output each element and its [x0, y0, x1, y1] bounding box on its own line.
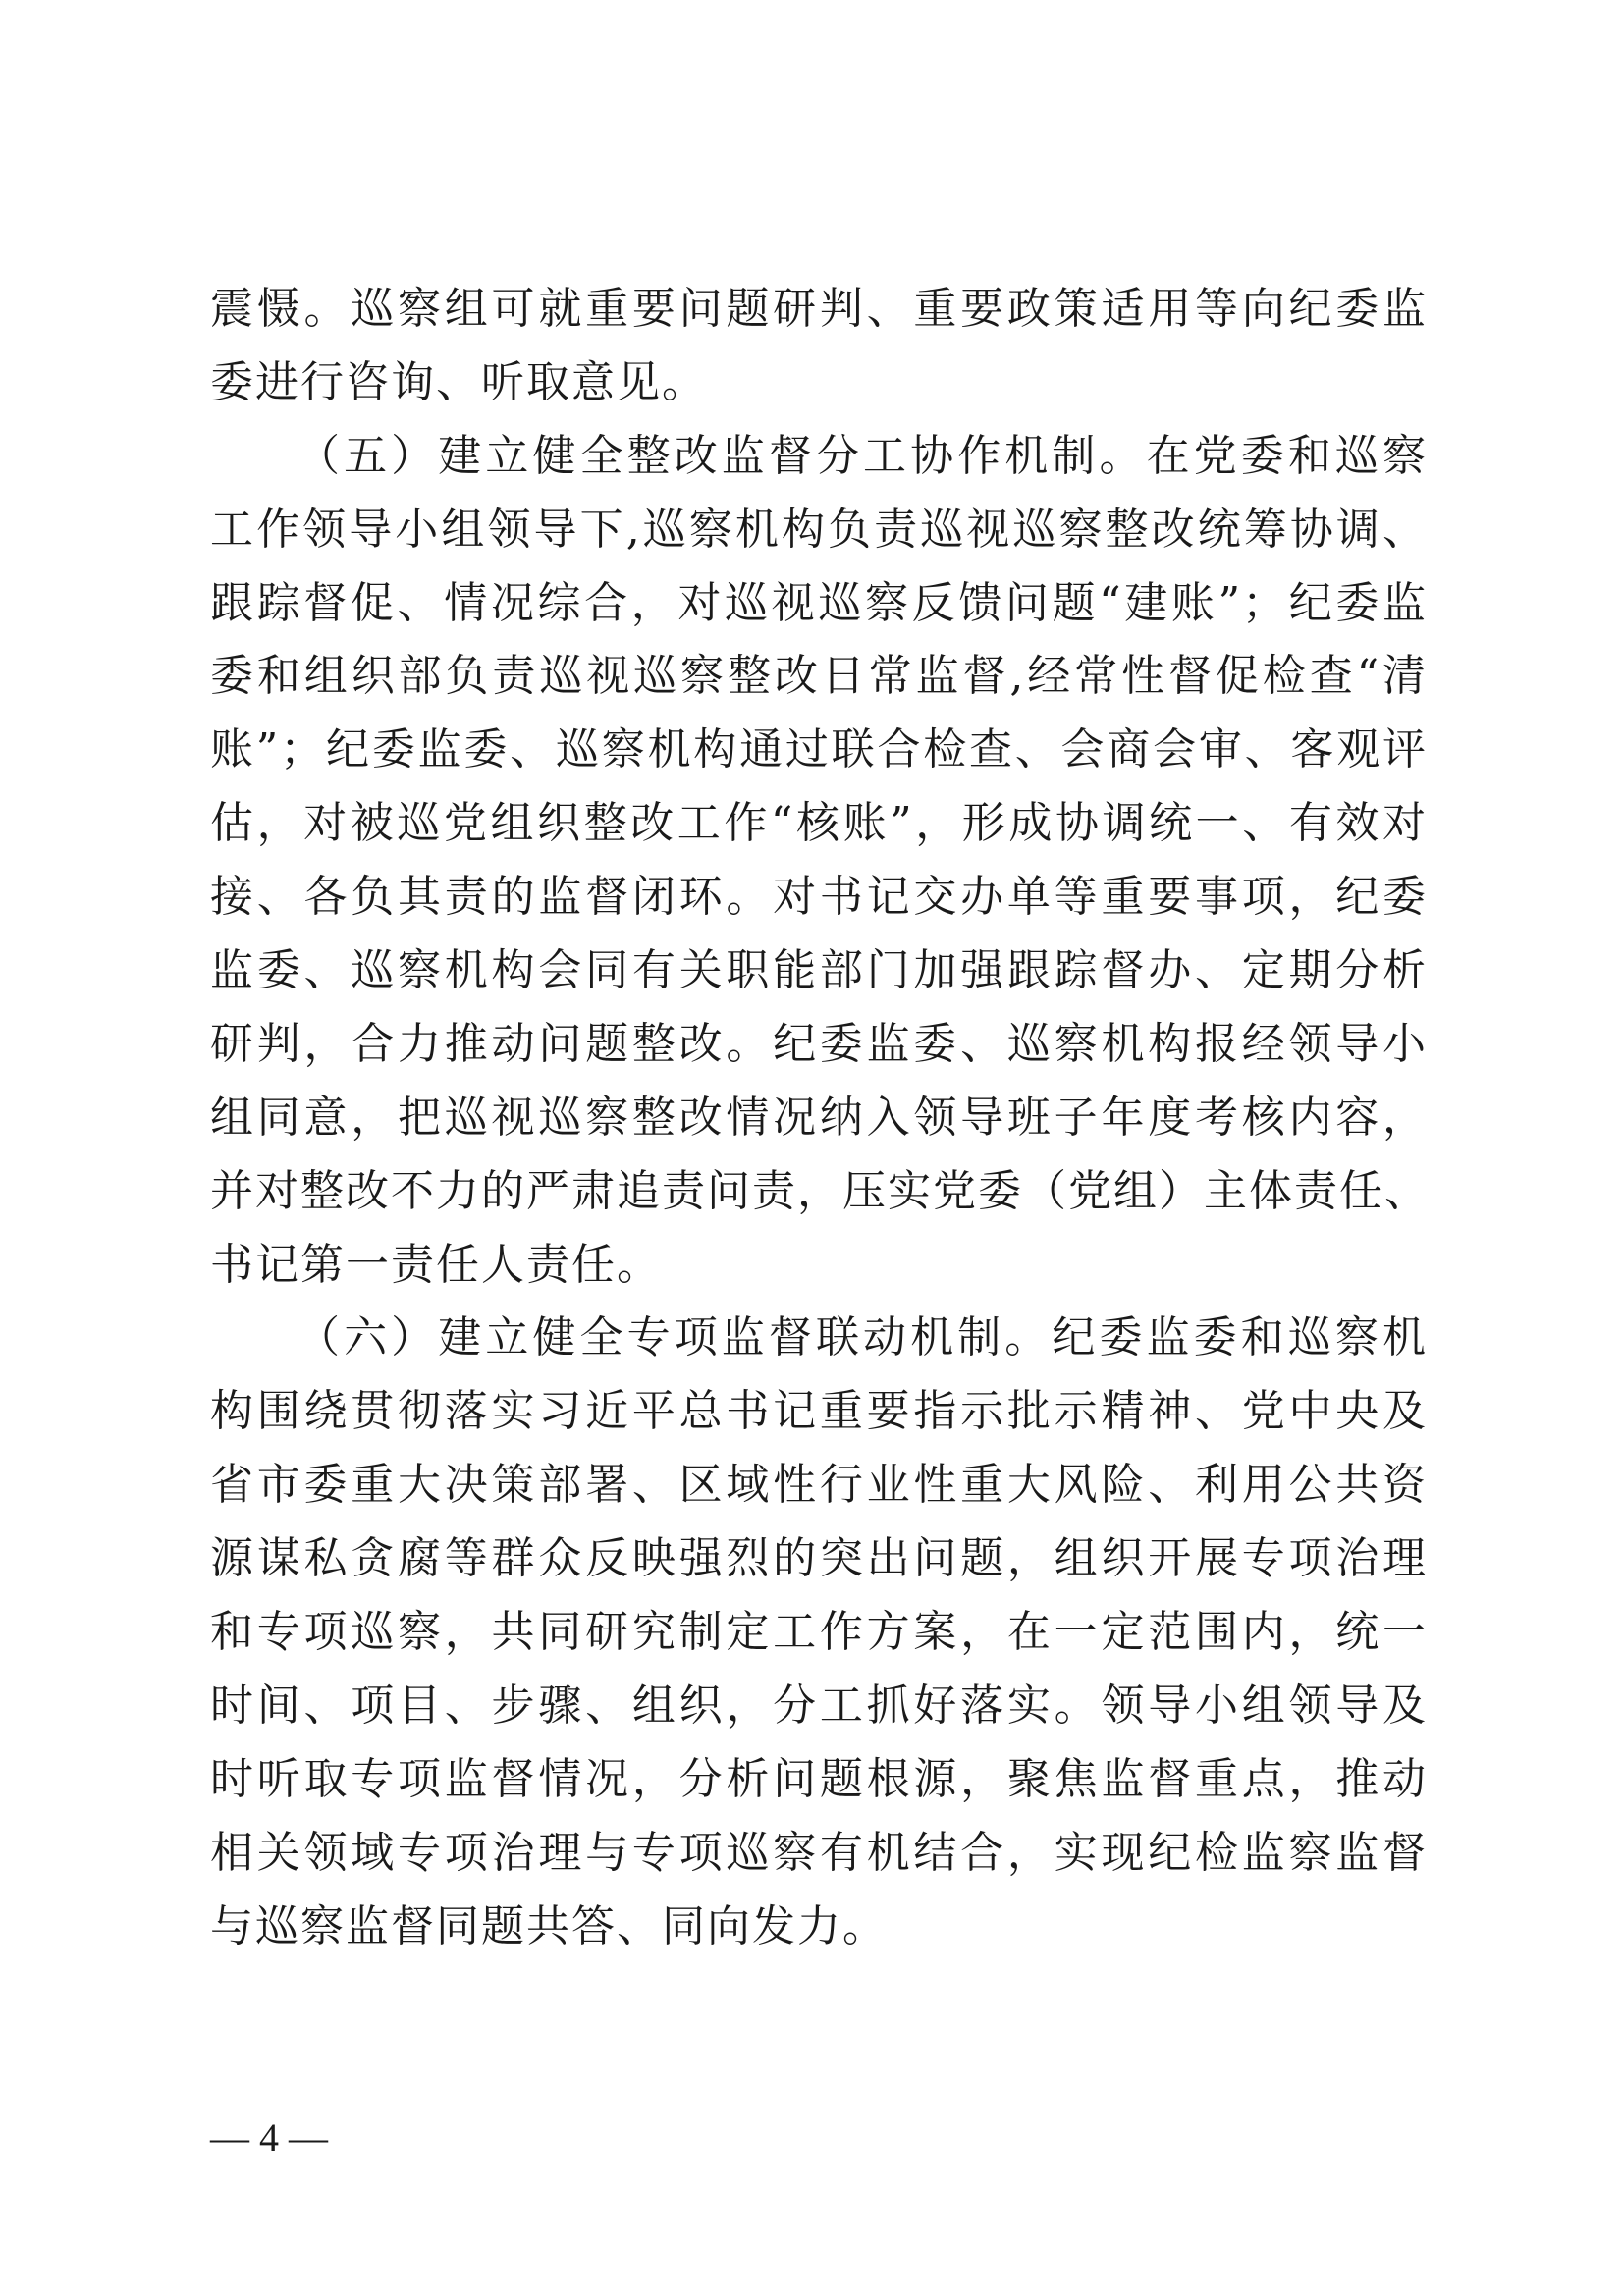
text-line: 委进行咨询、听取意见。 [210, 356, 707, 407]
text-line: 省市委重大决策部署、区域性行业性重大风险、利用公共资 [210, 1460, 1428, 1511]
text-line: 账”；纪委监委、巡察机构通过联合检查、会商会审、客观评 [210, 724, 1428, 775]
text-line: 工作领导小组领导下,巡察机构负责巡视巡察整改统筹协调、 [210, 504, 1428, 555]
text-line: 跟踪督促、情况综合，对巡视巡察反馈问题“建账”；纪委监 [210, 577, 1428, 628]
text-line: 相关领域专项治理与专项巡察有机结合，实现纪检监察监督 [210, 1827, 1428, 1878]
text-line: 估，对被巡党组织整改工作“核账”，形成协调统一、有效对 [210, 798, 1428, 849]
text-line: 时听取专项监督情况，分析问题根源，聚焦监督重点，推动 [210, 1753, 1428, 1804]
body-text [210, 273, 1428, 1963]
text-line: 震慑。巡察组可就重要问题研判、重要政策适用等向纪委监 [210, 284, 1428, 334]
text-line: 和专项巡察，共同研究制定工作方案，在一定范围内，统一 [210, 1607, 1428, 1658]
text-line: 监委、巡察机构会同有关职能部门加强跟踪督办、定期分析 [210, 945, 1428, 996]
text-line: 并对整改不力的严肃追责问责，压实党委（党组）主体责任、 [210, 1165, 1430, 1216]
text-line: 组同意，把巡视巡察整改情况纳入领导班子年度考核内容， [210, 1092, 1428, 1143]
section-heading-line: （六）建立健全专项监督联动机制。纪委监委和巡察机 [297, 1312, 1428, 1363]
page-number: — 4 — [210, 2115, 328, 2160]
text-line: 书记第一责任人责任。 [210, 1239, 662, 1290]
section-heading-line: （五）建立健全整改监督分工协作机制。在党委和巡察 [297, 430, 1428, 481]
text-line: 研判，合力推动问题整改。纪委监委、巡察机构报经领导小 [210, 1018, 1428, 1069]
text-line: 接、各负其责的监督闭环。对书记交办单等重要事项，纪委 [210, 872, 1428, 923]
text-line: 源谋私贪腐等群众反映强烈的突出问题，组织开展专项治理 [210, 1533, 1428, 1584]
text-line: 时间、项目、步骤、组织，分工抓好落实。领导小组领导及 [210, 1680, 1428, 1731]
text-line: 构围绕贯彻落实习近平总书记重要指示批示精神、党中央及 [210, 1386, 1428, 1437]
text-line: 委和组织部负责巡视巡察整改日常监督,经常性督促检查“清 [210, 651, 1428, 702]
text-line: 与巡察监督同题共答、同向发力。 [210, 1900, 888, 1951]
